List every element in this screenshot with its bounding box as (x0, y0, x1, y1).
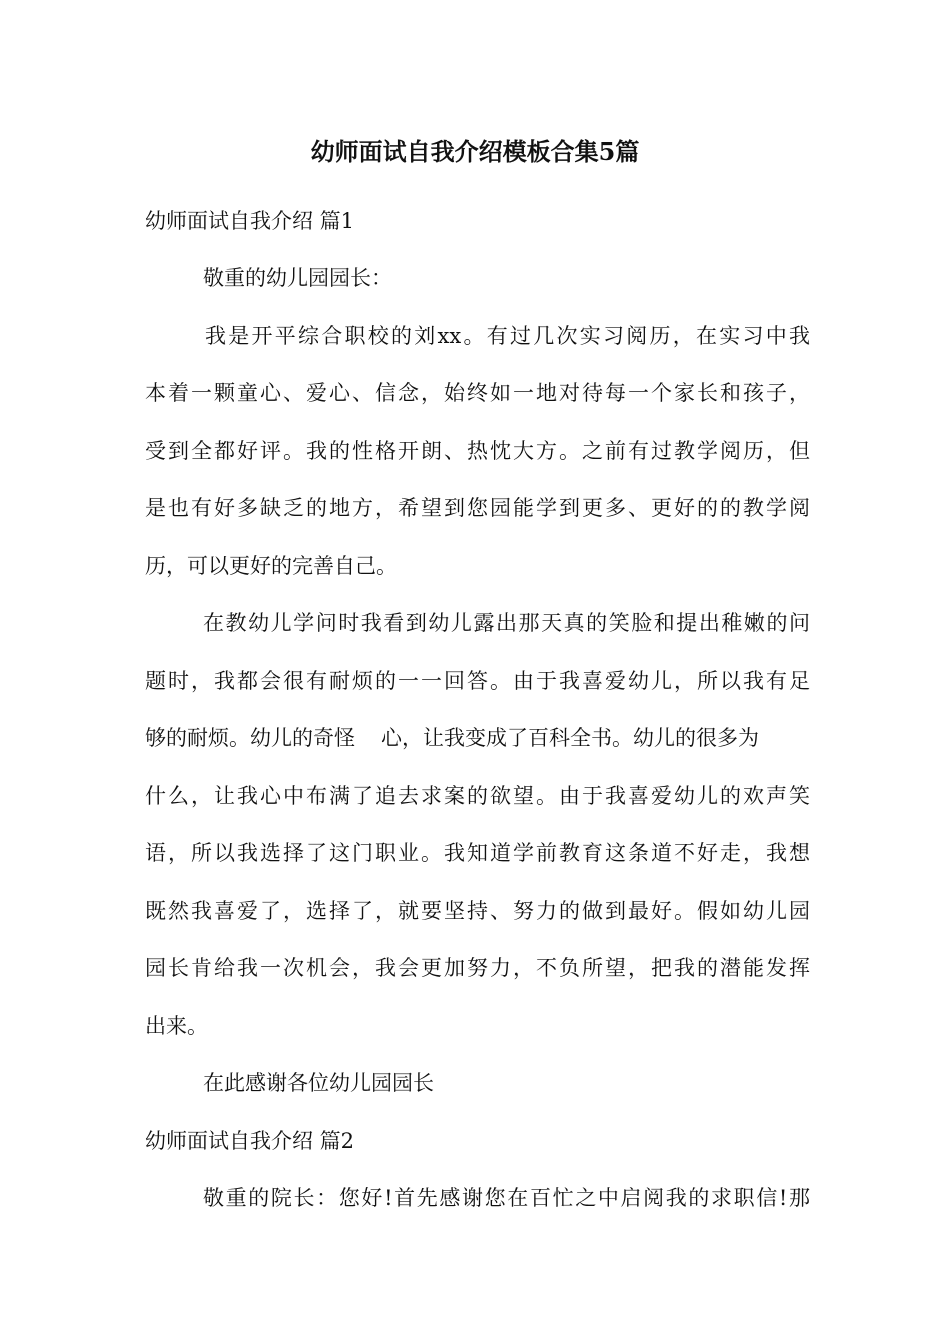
paragraph-line: 受到全都好评。我的性格开朗、热忱大方。之前有过教学阅历，但 (145, 439, 810, 463)
paragraph-line: 题时，我都会很有耐烦的一一回答。由于我喜爱幼儿，所以我有足 (145, 669, 810, 693)
paragraph-line: 语，所以我选择了这门职业。我知道学前教育这条道不好走，我想 (145, 841, 810, 865)
paragraph-line: 是也有好多缺乏的地方，希望到您园能学到更多、更好的的教学阅 (145, 496, 810, 520)
paragraph-line-part: 够的耐烦。幼儿的奇怪 (145, 726, 355, 750)
paragraph-line-part: 心，让我变成了百科全书。幼儿的很多为 (381, 726, 759, 750)
paragraph-line: 园长肯给我一次机会，我会更加努力，不负所望，把我的潜能发挥 (145, 956, 810, 980)
paragraph-line: 出来。 (145, 1014, 208, 1038)
paragraph-line: 在教幼儿学问时我看到幼儿露出那天真的笑脸和提出稚嫩的问 (203, 611, 810, 635)
document-title: 幼师面试自我介绍模板合集5篇 (310, 137, 640, 166)
paragraph-line (145, 718, 810, 758)
section1-heading: 幼师面试自我介绍 篇1 (145, 209, 355, 233)
paragraph-line: 敬重的院长：您好!首先感谢您在百忙之中启阅我的求职信!那 (203, 1186, 810, 1210)
paragraph-line: 既然我喜爱了，选择了，就要坚持、努力的做到最好。假如幼儿园 (145, 899, 810, 923)
section2-heading: 幼师面试自我介绍 篇2 (145, 1129, 355, 1153)
section1-closing: 在此感谢各位幼儿园园长 (203, 1071, 434, 1095)
paragraph-line: 历，可以更好的完善自己。 (145, 554, 397, 578)
paragraph-line: 我是开平综合职校的刘xx。有过几次实习阅历，在实习中我 (205, 324, 810, 348)
section1-salutation: 敬重的幼儿园园长： (203, 266, 392, 290)
paragraph-line: 本着一颗童心、爱心、信念，始终如一地对待每一个家长和孩子， (145, 381, 810, 405)
paragraph-line: 什么，让我心中布满了追去求案的欲望。由于我喜爱幼儿的欢声笑 (145, 784, 810, 808)
